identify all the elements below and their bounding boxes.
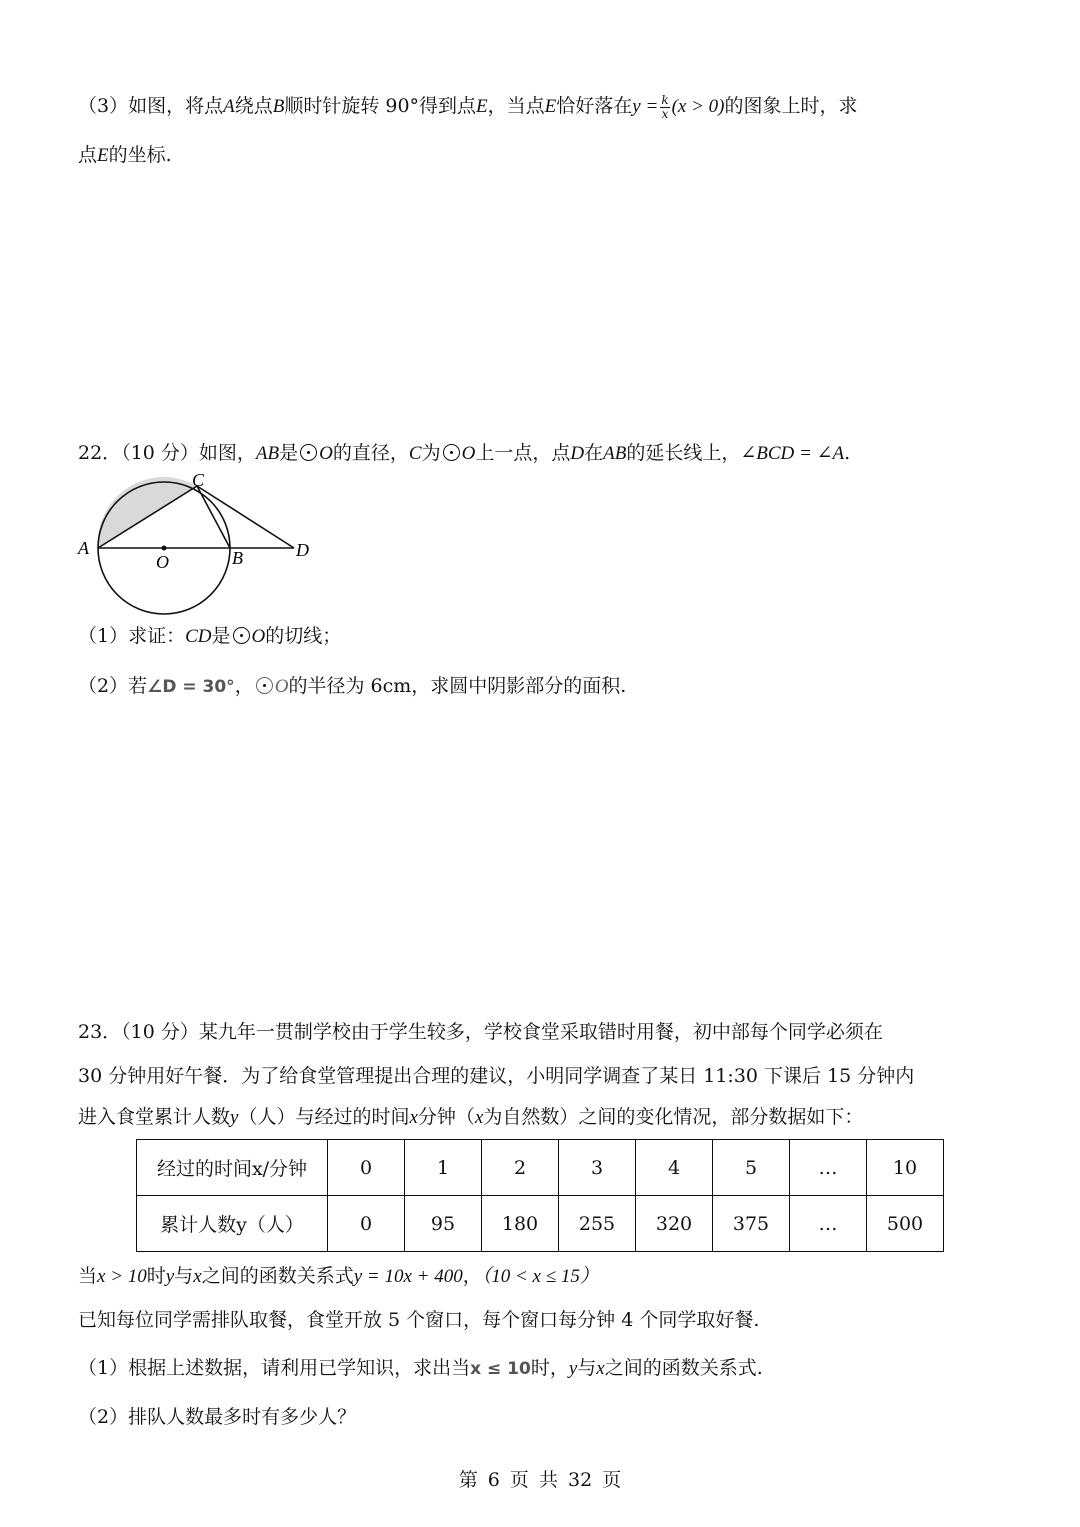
circle-o: O xyxy=(274,676,289,697)
circle-o: O xyxy=(319,443,333,464)
table-cell: 2 xyxy=(482,1140,559,1196)
text: 与 xyxy=(577,1357,597,1379)
table-cell: 4 xyxy=(636,1140,713,1196)
fraction-k-over-x xyxy=(660,94,669,121)
fraction-denominator: x xyxy=(661,106,669,121)
condition: x > 10 xyxy=(97,1266,147,1287)
table-cell: 0 xyxy=(328,1196,405,1252)
circle-dot-icon xyxy=(233,627,250,644)
q22-part1 xyxy=(78,623,341,650)
text: 的图象上时，求 xyxy=(724,95,858,117)
table-header-count: 累计人数y（人） xyxy=(137,1196,328,1252)
text: 顺时针旋转 90°得到点 xyxy=(284,95,477,117)
label-b: B xyxy=(232,548,243,568)
var-y: y xyxy=(568,1358,578,1379)
text: （10 分）如图， xyxy=(121,442,256,464)
table-cell: … xyxy=(790,1196,867,1252)
text: （人）与经过的时间 xyxy=(238,1106,410,1128)
center-point xyxy=(162,546,167,551)
text: 时， xyxy=(530,1357,569,1379)
table-row xyxy=(137,1140,944,1196)
q23-line5: 已知每位同学需排队取餐，食堂开放 5 个窗口，每个窗口每分钟 4 个同学取好餐. xyxy=(78,1309,760,1331)
q23-part1 xyxy=(78,1355,763,1382)
circle-dot-icon xyxy=(256,677,273,694)
table-cell: 5 xyxy=(713,1140,790,1196)
point-e: E xyxy=(476,96,488,117)
tangent-cd xyxy=(197,486,294,548)
table-cell: 0 xyxy=(328,1140,405,1196)
q22-stem xyxy=(78,440,850,467)
table-cell: 375 xyxy=(713,1196,790,1252)
text: （1）求证： xyxy=(78,625,186,647)
point-e: E xyxy=(97,145,109,166)
geometry-figure xyxy=(76,474,316,629)
q21-part3-line2 xyxy=(78,142,172,169)
q23-line2: 30 分钟用好午餐．为了给食堂管理提出合理的建议，小明同学调查了某日 11:30 下课后 15 分钟内 xyxy=(78,1065,915,1087)
var-x: x xyxy=(474,1107,484,1128)
label-c: C xyxy=(192,474,205,490)
condition-x-le-10: x ≤ 10 xyxy=(470,1359,531,1379)
question-number: 22． xyxy=(78,442,122,464)
var-x: x xyxy=(193,1266,202,1287)
table-cell: 320 xyxy=(636,1196,713,1252)
text: 为自然数）之间的变化情况，部分数据如下： xyxy=(483,1106,864,1128)
segment-ab: AB xyxy=(603,443,627,464)
point-a: A xyxy=(223,96,235,117)
domain-range: （10 < x ≤ 15） xyxy=(481,1266,599,1287)
text: 在 xyxy=(584,442,604,464)
point-b: B xyxy=(272,96,285,117)
text: 的直径， xyxy=(332,442,409,464)
segment-cd: CD xyxy=(185,626,212,647)
page-footer: 第 6 页 共 32 页 xyxy=(458,1469,622,1491)
var-y: y xyxy=(165,1266,175,1287)
q23-line1: 23．（10 分）某九年一贯制学校由于学生较多，学校食堂采取错时用餐，初中部每个同学必须在 xyxy=(78,1021,883,1043)
text: ，当点 xyxy=(487,95,545,117)
point-c: C xyxy=(408,443,422,464)
angle-d-30: ∠D = 30° xyxy=(147,677,235,697)
point-e: E xyxy=(544,96,557,117)
shaded-region xyxy=(98,477,197,548)
circle-o: O xyxy=(461,443,476,464)
text: 当 xyxy=(78,1265,98,1287)
table-cell: 500 xyxy=(867,1196,944,1252)
var-y: y xyxy=(230,1107,239,1128)
circle-dot-icon xyxy=(443,444,460,461)
q23-line4 xyxy=(78,1263,599,1290)
text: 分钟（ xyxy=(417,1106,475,1128)
text: 进入食堂累计人数 xyxy=(78,1106,231,1128)
function-domain: (x > 0) xyxy=(671,96,725,117)
function-lhs: y = xyxy=(632,96,659,117)
text: （1）根据上述数据，请利用已学知识，求出当 xyxy=(78,1357,471,1379)
text: 恰好落在 xyxy=(556,95,633,117)
var-x: x xyxy=(409,1107,418,1128)
segment-ab: AB xyxy=(255,443,280,464)
fraction-numerator: k xyxy=(661,92,669,107)
label-d: D xyxy=(296,540,309,560)
q21-part3-line1 xyxy=(78,93,858,121)
label-a: A xyxy=(78,538,89,558)
text: 时 xyxy=(146,1265,166,1287)
table-cell: 180 xyxy=(482,1196,559,1252)
text: 点 xyxy=(78,144,98,166)
text: 为 xyxy=(421,442,441,464)
q23-part2: （2）排队人数最多时有多少人？ xyxy=(78,1406,357,1428)
text: （2）若 xyxy=(78,675,148,697)
data-table xyxy=(136,1139,944,1252)
text: 之间的函数关系式 xyxy=(201,1265,354,1287)
text: 的延长线上， xyxy=(626,442,741,464)
text: ， xyxy=(462,1265,482,1287)
text: 上一点，点 xyxy=(475,442,571,464)
table-cell: 95 xyxy=(405,1196,482,1252)
circle-o: O xyxy=(251,626,266,647)
text: 之间的函数关系式. xyxy=(604,1357,763,1379)
text: （3）如图，将点 xyxy=(78,95,224,117)
text: 的坐标. xyxy=(108,144,172,166)
table-cell: … xyxy=(790,1140,867,1196)
table-cell: 10 xyxy=(867,1140,944,1196)
table-cell: 255 xyxy=(559,1196,636,1252)
table-cell: 3 xyxy=(559,1140,636,1196)
table-row xyxy=(137,1196,944,1252)
text: 的半径为 6cm，求圆中阴影部分的面积. xyxy=(288,675,627,697)
circle-dot-icon xyxy=(300,444,317,461)
table-cell: 1 xyxy=(405,1140,482,1196)
text: 与 xyxy=(174,1265,194,1287)
q23-line3 xyxy=(78,1104,863,1131)
circle-tangent-diagram xyxy=(76,474,316,624)
text: 是 xyxy=(279,442,299,464)
text: 绕点 xyxy=(234,95,273,117)
text: . xyxy=(844,442,851,464)
label-o: O xyxy=(156,552,169,572)
function-expression: y = 10x + 400 xyxy=(353,1266,463,1287)
angle-equation: ∠BCD = ∠A xyxy=(740,443,845,464)
q22-part2 xyxy=(78,673,626,700)
point-d: D xyxy=(570,443,585,464)
text: 是 xyxy=(211,625,231,647)
table-header-time: 经过的时间x/分钟 xyxy=(137,1140,328,1196)
text: ， xyxy=(234,675,254,697)
var-x: x xyxy=(596,1358,605,1379)
chord-bc xyxy=(197,486,230,548)
text: 的切线； xyxy=(265,625,342,647)
